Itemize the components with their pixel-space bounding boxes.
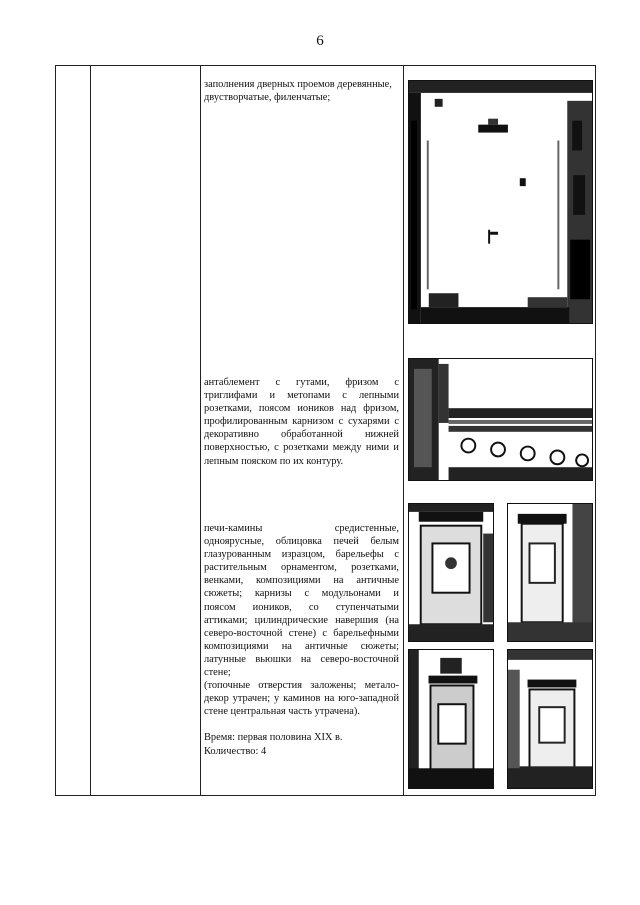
door-fill-description — [204, 78, 399, 104]
text-line: растительным орнаментом, розетками, — [204, 562, 399, 574]
column-divider-3 — [403, 66, 404, 795]
text-line: композициями на античные сюжеты; — [204, 640, 399, 652]
item-count: Количество: 4 — [204, 745, 267, 757]
text-line: латунные вьюшки на северо-восточной — [204, 653, 399, 665]
text-line: стене центральная часть утрачена). — [204, 706, 360, 718]
page-number: 6 — [316, 33, 324, 49]
fireplace-photo-2 — [507, 503, 593, 642]
text-line: триглифами и метопами с лепными — [204, 390, 399, 402]
text-line: заполнения дверных проемов деревянные, — [204, 79, 392, 90]
door-photo — [408, 80, 593, 324]
fireplace-photo-3 — [408, 649, 494, 789]
fireplace-description — [204, 522, 399, 758]
fireplace-photo-1 — [408, 503, 494, 642]
text-line: профилированным карнизом с сухарями с — [204, 416, 399, 428]
text-line: декоративно обработанной нижней — [204, 429, 399, 441]
spacer — [204, 718, 399, 731]
fireplace-photo-4 — [507, 649, 593, 789]
entablature-description — [204, 376, 399, 468]
text-line: северо-восточной стене) с барельефными — [204, 627, 399, 639]
object-table — [55, 65, 596, 796]
text-line: сюжеты; карнизы с модульонами и — [204, 588, 399, 600]
column-divider-2 — [200, 66, 201, 795]
text-line: венками, композициями на античные — [204, 575, 399, 587]
text-line: поверхностью, с розетками между ними и — [204, 442, 399, 454]
column-divider-1 — [90, 66, 91, 795]
text-line: антаблемент с гутами, фризом с — [204, 377, 399, 388]
text-line: поясом иоников, со ступенчатыми — [204, 601, 399, 613]
text-line: глазурованным изразцом, барельефы с — [204, 549, 399, 561]
text-line: двустворчатые, филенчатые; — [204, 92, 331, 104]
text-line: розетками, поясом иоников над фризом, — [204, 403, 399, 415]
text-line: аттиками; цилиндрические навершия (на — [204, 614, 399, 626]
text-line: стене; — [204, 667, 231, 679]
text-line: печи-камины средистенные, — [204, 523, 399, 534]
text-line: одноярусные, облицовка печей белым — [204, 536, 399, 548]
time-period: Время: первая половина XIX в. — [204, 732, 343, 744]
text-line: декор утрачен; у каминов на юго-западной — [204, 693, 399, 705]
text-line: лепным пояском по их контуру. — [204, 455, 344, 467]
text-line: (топочные отверстия заложены; метало- — [204, 680, 399, 692]
entablature-photo — [408, 358, 593, 481]
